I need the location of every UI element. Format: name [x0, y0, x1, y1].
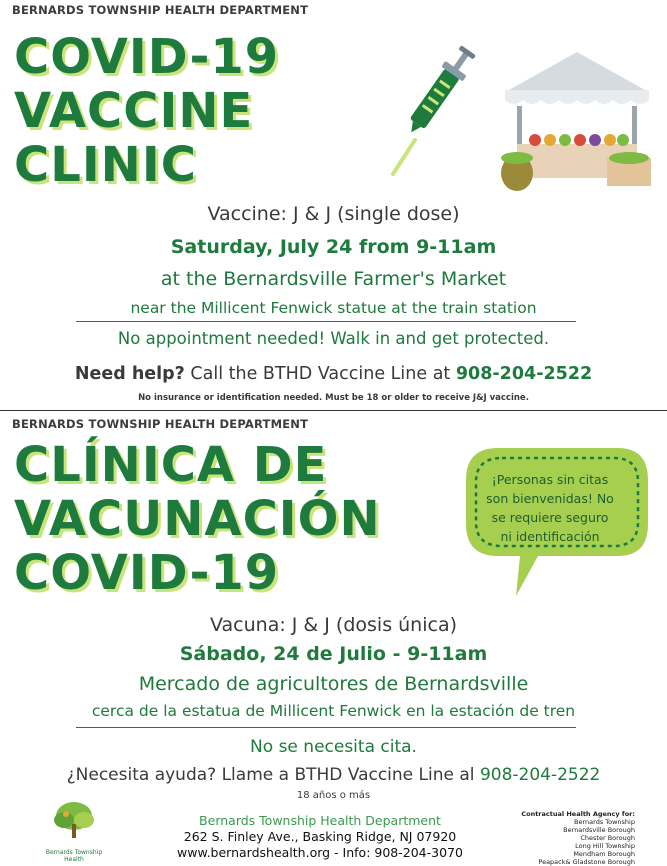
divider-line-es [76, 727, 576, 728]
contractual-agency-list [521, 810, 635, 866]
clinic-location-en: at the Bernardsville Farmer's Market [160, 268, 507, 290]
market-stand-icon [495, 48, 660, 193]
footer-contact: www.bernardshealth.org - Info: 908-204-3070 [177, 845, 463, 860]
agency-item: Chester Borough [580, 834, 635, 842]
help-text-es: ¿Necesita ayuda? Llame a BTHD Vaccine Line al [66, 765, 475, 785]
help-phone-es: 908-204-2522 [479, 765, 601, 785]
help-phone-en: 908-204-2522 [455, 364, 593, 384]
bubble-message [480, 470, 620, 546]
bubble-line: son bienvenidas! No [486, 491, 614, 506]
title-line-3-es: COVID-19 [14, 545, 280, 601]
clinic-date-es: Sábado, 24 de Julio - 9-11am [179, 643, 488, 665]
fine-print-en: No insurance or identification needed. Must be 18 or older to receive J&J vaccine. [138, 393, 529, 403]
agency-item: Bernardsville Borough [563, 826, 635, 834]
agency-title: Contractual Health Agency for: [521, 810, 635, 818]
title-line-2-es: VACUNACIÓN [14, 491, 381, 547]
footer-org-name: Bernards Township Health Department [199, 813, 441, 828]
health-dept-logo [44, 800, 104, 850]
title-line-1-es: CLÍNICA DE [14, 437, 328, 493]
clinic-location-es: Mercado de agricultores de Bernardsville [138, 673, 529, 695]
department-name-es: BERNARDS TOWNSHIP HEALTH DEPARTMENT [12, 417, 309, 431]
footer-address: 262 S. Finley Ave., Basking Ridge, NJ 07920 [183, 829, 457, 844]
title-line-2-en: VACCINE [14, 83, 254, 139]
bubble-line: se requiere seguro [491, 510, 609, 525]
walk-in-note-en: No appointment needed! Walk in and get protected. [117, 329, 550, 348]
clinic-date-en: Saturday, July 24 from 9-11am [170, 236, 497, 258]
divider-line-en [76, 321, 576, 322]
help-prefix-en: Need help? [74, 364, 185, 384]
location-detail-es: cerca de la estatua de Millicent Fenwick en la estación de tren [91, 702, 576, 720]
syringe-icon [385, 40, 485, 180]
agency-item: Bernards Township [574, 818, 635, 826]
bubble-line: ni identificación [500, 529, 600, 544]
logo-text: Bernards Township Health [45, 849, 103, 863]
section-divider [0, 410, 667, 411]
vaccine-type-es: Vacuna: J & J (dosis única) [210, 614, 457, 636]
department-name-en: BERNARDS TOWNSHIP HEALTH DEPARTMENT [12, 3, 309, 17]
title-line-3-en: CLINIC [14, 137, 197, 193]
age-requirement: 18 años o más [296, 790, 371, 801]
vaccine-type-en: Vaccine: J & J (single dose) [207, 203, 460, 225]
walk-in-note-es: No se necesita cita. [250, 737, 417, 757]
help-line-es [0, 765, 667, 785]
help-line-en [0, 364, 667, 384]
agency-item: Peapack& Gladstone Borough [538, 858, 635, 866]
bubble-line: ¡Personas sin citas [491, 472, 609, 487]
help-text-en: Call the BTHD Vaccine Line at [190, 364, 451, 384]
title-line-1-en: COVID-19 [14, 29, 280, 85]
agency-item: Long Hill Township [575, 842, 635, 850]
location-detail-en: near the Millicent Fenwick statue at the train station [130, 299, 537, 317]
agency-item: Mendham Borough [573, 850, 635, 858]
